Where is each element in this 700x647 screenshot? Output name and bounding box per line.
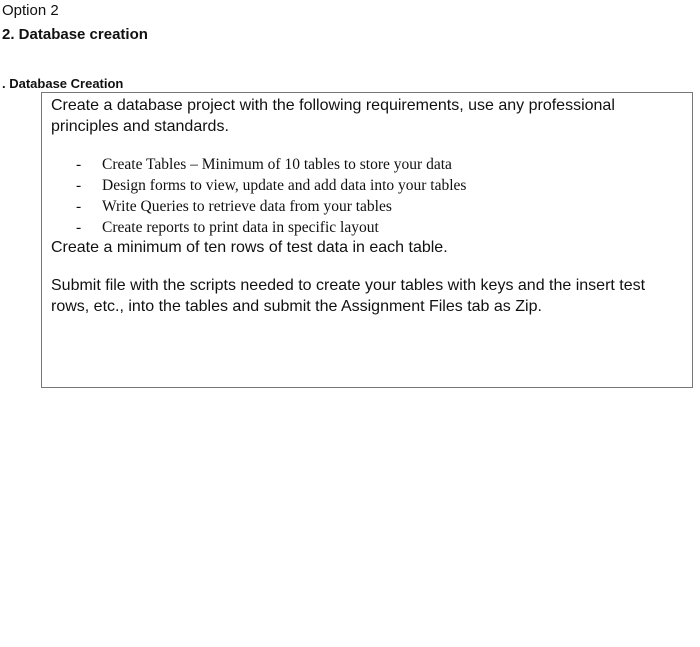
option-label: Option 2 — [2, 2, 59, 19]
dash-bullet-icon: - — [76, 219, 82, 236]
submit-instructions: Submit file with the scripts needed to create your tables with keys and the insert test rows, etc., into the tables and submit the Assignment Files tab as Zip. — [51, 277, 646, 315]
list-item — [42, 196, 466, 217]
requirements-box — [41, 92, 693, 388]
dash-bullet-icon: - — [76, 156, 82, 173]
dash-bullet-icon: - — [76, 198, 82, 215]
requirements-intro: Create a database project with the following requirements, use any professional principles and standards. — [51, 97, 615, 135]
list-item-text: Write Queries to retrieve data from your tables — [102, 198, 392, 215]
list-item-text: Create Tables – Minimum of 10 tables to store your data — [102, 156, 452, 173]
list-item-text: Design forms to view, update and add data into your tables — [102, 177, 467, 194]
section-title: 2. Database creation — [2, 26, 148, 43]
list-item — [42, 217, 466, 238]
sub-title: . Database Creation — [2, 76, 124, 91]
requirements-list — [42, 154, 466, 238]
list-item — [42, 175, 466, 196]
dash-bullet-icon: - — [76, 177, 82, 194]
list-item — [42, 154, 466, 175]
minimum-rows-text: Create a minimum of ten rows of test data in each table. — [51, 239, 448, 256]
list-item-text: Create reports to print data in specific layout — [102, 219, 379, 236]
